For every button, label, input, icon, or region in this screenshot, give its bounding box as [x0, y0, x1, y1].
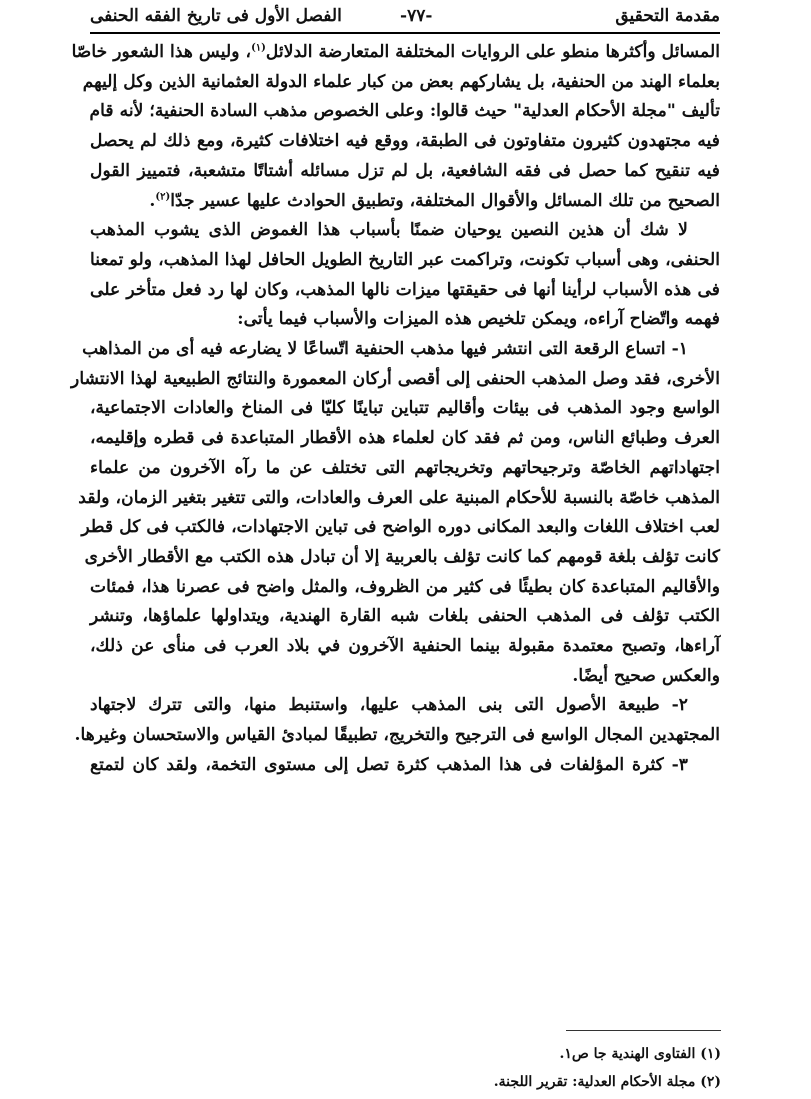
text-line: فهمه واتّضاح آراءه، ويمكن تلخيص هذه الميزات والأسباب فيما يأتى: — [237, 309, 720, 330]
text-line: آراءها، وتصبح معتمدة مقبولة بينما الحنفية الآخرون في بلاد العرب فى منأى عن ذلك، — [90, 636, 720, 657]
text-line: بعلماء الهند من الحنفية، بل يشاركهم بعض من كبار علماء الدولة العثمانية الذين وكل إليهم — [82, 71, 720, 92]
text-line: الصحيح من تلك المسائل والأقوال المختلفة، وتطبيق الحوادث عليها عسير جدّا$^{(٢)}$. — [149, 190, 720, 211]
text-line: المسائل وأكثرها منطو على الروايات المختلفة المتعارضة الدلائل$^{(١)}$، وليس هذا الشعور خاصّا — [71, 42, 720, 62]
running-header — [90, 4, 720, 34]
text-line: فيه مجتهدون كثيرون متفاوتون فى الطبقة، ووقع فيه اختلافات كثيرة، ومع ذلك لم يحصل — [90, 131, 720, 152]
text-line: والعكس صحيح أيضًا. — [572, 665, 720, 686]
footnote-2: (٢) مجلة الأحكام العدلية: تقرير اللجنة. — [493, 1074, 721, 1090]
paragraph-start: لا شك أن هذين النصين يوحيان ضمنًا بأسباب هذا الغموض الذى يشوب المذهب — [90, 220, 688, 241]
main-text — [71, 38, 720, 781]
page-number: -٧٧- — [400, 6, 433, 26]
chapter-title: الفصل الأول فى تاريخ الفقه الحنفى — [90, 6, 342, 26]
footnote-divider — [566, 1030, 721, 1031]
list-item-3: ٣- كثرة المؤلفات فى هذا المذهب كثرة تصل إلى مستوى التخمة، ولقد كان لتمتع — [90, 754, 688, 775]
footnotes — [91, 1040, 721, 1096]
text-line: فى هذه الأسباب لرأينا أنها فى حقيقتها ميزات نالها المذهب، وكان لها رد فعل متأخر على — [90, 279, 720, 300]
text-line: الحنفى، وهى أسباب تكونت، وتراكمت عبر التاريخ الطويل الحافل لهذا المذهب، ولو تمعنا — [90, 249, 720, 270]
text-line: لعب اختلاف اللغات والبعد المكانى دوره الواضح فى تباين الاجتهادات، فالكتب فى كل قطر — [81, 517, 720, 538]
text-line: العرف وطبائع الناس، ومن ثم فقد كان لعلماء هذه الأقطار المتباعدة فى قطره وإقليمه، — [90, 428, 720, 449]
list-item-2: ٢- طبيعة الأصول التى بنى المذهب عليها، واستنبط منها، والتى تترك لاجتهاد — [90, 695, 688, 716]
footnote-ref-2[interactable]: (٢) — [155, 190, 171, 202]
list-item-1: ١- اتساع الرقعة التى انتشر فيها مذهب الحنفية اتّساعًا لا يضارعه فيه أى من المذاهب — [82, 339, 688, 360]
text-line: اجتهاداتهم الخاصّة وترجيحاتهم وتخريجاتهم التى تختلف عن ما رآه الآخرون من علماء — [90, 457, 720, 478]
footnote-1: (١) الفتاوى الهندية جا ص١. — [559, 1046, 721, 1062]
text-line: الواسع وجود المذهب فى بيئات وأقاليم تتباين تباينًا كليّا فى المناخ والعادات الاجتماعية، — [90, 398, 720, 419]
text-line: المذهب خاصّة بالنسبة للأحكام المبنية على العرف والعادات، والتى تتغير بتغير الزمان، ولقد — [78, 487, 720, 508]
section-title: مقدمة التحقيق — [615, 6, 720, 26]
text-line: المجتهدين المجال الواسع فى الترجيح والتخريج، تطبيقًا لمبادئ القياس والاستحسان وغيرها. — [74, 725, 720, 746]
text-line: كانت تؤلف بلغة قومهم كما كانت تؤلف بالعربية إلا أن تبادل هذه الكتب مع الأقطار الأخرى — [84, 546, 720, 567]
text-line: فيه تنقيح كما حصل فى فقه الشافعية، بل لم تزل مسائله أشتاتًا متشعبة، فتمييز القول — [90, 160, 720, 181]
text-line: تأليف "مجلة الأحكام العدلية" حيث قالوا: وعلى الخصوص مذهب السادة الحنفية؛ لأنه قام — [89, 101, 720, 122]
footnote-ref-1[interactable]: (١) — [251, 42, 266, 54]
text-line: الأخرى، فقد وصل المذهب الحنفى إلى أقصى أركان المعمورة والنتائج الطبيعية لهذا الانتشار — [71, 368, 720, 389]
text-line: والأقاليم المتباعدة كان بطيئًا فى كثير من الظروف، والمثل واضح فى عصرنا هذا، فمئات — [90, 576, 720, 597]
text-line: الكتب تؤلف فى المذهب الحنفى بلغات شبه القارة الهندية، ويتداولها علماؤها، وتنشر — [90, 606, 720, 627]
